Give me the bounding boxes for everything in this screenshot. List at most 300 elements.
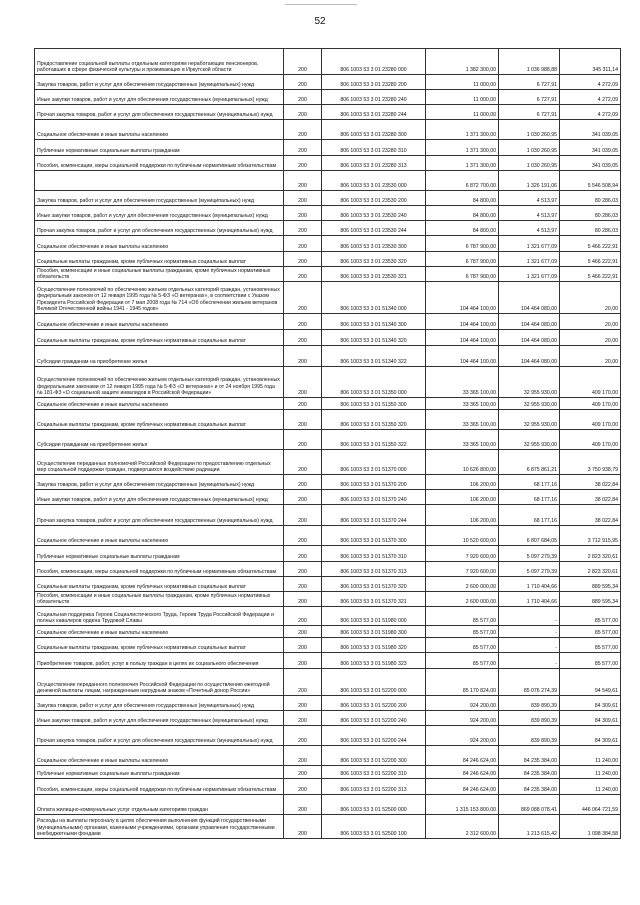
row-executed: - [499,653,560,668]
row-class-code: 806 1003 53 3 01 51980 000 [322,607,426,625]
row-approved: 106 200,00 [426,490,499,504]
row-name: Закупка товаров, работ и услуг для обеспечения государственных (муниципальных) нужд [35,696,284,710]
row-remaining: 4 272,09 [560,90,621,104]
row-name: Осуществление переданного полномочия Российской Федерации по осуществлению ежегодной денежной выплаты лицам, награжденным нагрудным знаком «Почетный донор России» [35,669,284,695]
row-name: Закупка товаров, работ и услуг для обеспечения государственных (муниципальных) нужд [35,191,284,205]
row-class-code: 806 1003 53 3 01 52500 100 [322,815,426,838]
table-row [35,330,621,346]
row-class-code: 806 1003 53 3 01 51980 320 [322,638,426,652]
row-ved-code: 200 [284,562,322,576]
row-approved: 33 365 100,00 [426,398,499,409]
row-executed: 6 875 861,21 [499,450,560,474]
row-ved-code: 200 [284,577,322,591]
row-name: Осуществление полномочий по обеспечению жильем отдельных категорий граждан, установленных федеральным законом от 12 января 1995 года № 5-ФЗ «О ветеранах», в соответствии с Указом Президента Российской Федерации от 7 мая 2008 года № 714 «Об обеспечении жильем ветеранов Великой Отечественной войны 1941 - 1945 годов» [35,282,284,313]
row-executed: 104 464 080,00 [499,282,560,313]
row-ved-code: 200 [284,140,322,155]
row-executed: - [499,638,560,652]
row-ved-code: 200 [284,398,322,409]
row-remaining: 409 170,00 [560,430,621,449]
row-ved-code: 200 [284,120,322,139]
row-approved: 106 200,00 [426,505,499,525]
row-remaining: 84 309,61 [560,726,621,745]
row-executed: 839 890,39 [499,696,560,710]
row-executed: 1 036 988,88 [499,49,560,74]
row-approved: 106 200,00 [426,475,499,489]
row-ved-code: 200 [284,626,322,637]
table-row [35,638,621,653]
row-ved-code: 200 [284,282,322,313]
row-class-code: 806 1003 53 3 01 51370 240 [322,490,426,504]
table-row [35,236,621,252]
row-executed: 1 030 260,95 [499,140,560,155]
row-executed: 104 464 080,00 [499,346,560,366]
row-remaining: 80 286,03 [560,206,621,220]
row-class-code: 806 1003 53 3 01 23280 200 [322,75,426,89]
row-executed: 32 955 930,00 [499,430,560,449]
row-remaining: 341 039,05 [560,120,621,139]
row-class-code: 806 1003 53 3 01 51370 244 [322,505,426,525]
table-row [35,430,621,450]
row-approved: 85 577,00 [426,626,499,637]
row-remaining: 11 240,00 [560,746,621,765]
row-executed: 869 088 078,41 [499,795,560,814]
table-row [35,450,621,475]
row-class-code: 806 1003 53 3 01 23530 320 [322,252,426,266]
row-approved: 7 920 600,00 [426,562,499,576]
table-row [35,505,621,526]
row-ved-code: 200 [284,607,322,625]
row-class-code: 806 1003 53 3 01 52200 200 [322,696,426,710]
row-ved-code: 200 [284,367,322,397]
row-name: Социальная поддержка Героев Социалистического Труда, Героев Труда Российской Федерации и полных кавалеров ордена Трудовой Славы [35,607,284,625]
row-class-code: 806 1003 53 3 01 23280 313 [322,156,426,170]
row-name: Публичные нормативные социальные выплаты гражданам [35,546,284,561]
row-approved: 85 577,00 [426,653,499,668]
table-row [35,346,621,367]
row-class-code: 806 1003 53 3 01 23280 000 [322,49,426,74]
row-class-code: 806 1003 53 3 01 23530 300 [322,236,426,251]
table-row [35,711,621,726]
row-remaining: 84 309,61 [560,696,621,710]
row-approved: 11 000,00 [426,75,499,89]
row-remaining: 889 595,34 [560,577,621,591]
row-ved-code: 200 [284,592,322,606]
top-rule [285,4,357,5]
row-approved: 11 000,00 [426,90,499,104]
row-remaining: 85 577,00 [560,653,621,668]
row-ved-code: 200 [284,815,322,838]
table-row [35,726,621,746]
table-row [35,49,621,75]
table-row [35,526,621,546]
row-class-code: 806 1003 53 3 01 51340 300 [322,314,426,329]
row-class-code: 806 1003 53 3 01 51350 322 [322,430,426,449]
row-name: Иные закупки товаров, работ и услуг для обеспечения государственных (муниципальных) нужд [35,490,284,504]
row-executed: 1 710 404,66 [499,577,560,591]
table-row [35,156,621,171]
row-approved: 33 365 100,00 [426,410,499,429]
row-name: Закупка товаров, работ и услуг для обеспечения государственных (муниципальных) нужд [35,75,284,89]
row-class-code: 806 1003 53 3 01 51370 300 [322,526,426,545]
table-row [35,607,621,626]
row-name: Осуществление переданных полномочий Российской Федерации по предоставлению отдельных мер социальной поддержки граждан, подвергшихся воздействию радиации [35,450,284,474]
row-class-code: 806 1003 53 3 01 23530 244 [322,221,426,235]
table-row [35,90,621,105]
row-remaining: 80 286,03 [560,191,621,205]
row-class-code: 806 1003 53 3 01 23530 321 [322,267,426,281]
row-executed: 1 030 260,95 [499,120,560,139]
row-remaining: 38 022,84 [560,490,621,504]
row-remaining: 5 546 508,94 [560,171,621,190]
table-row [35,562,621,577]
row-executed: 4 513,97 [499,206,560,220]
row-executed: 68 177,16 [499,505,560,525]
row-remaining: 38 022,84 [560,505,621,525]
table-row [35,746,621,766]
row-remaining: 5 466 222,91 [560,267,621,281]
row-executed: 1 213 615,42 [499,815,560,838]
row-executed: 839 890,39 [499,726,560,745]
row-executed: 68 177,16 [499,490,560,504]
row-approved: 84 246 624,00 [426,746,499,765]
table-row [35,398,621,410]
row-approved: 104 464 100,00 [426,282,499,313]
table-row [35,171,621,191]
row-name: Приобретение товаров, работ, услуг в пользу граждан в целях их социального обеспечения [35,653,284,668]
row-executed: 32 955 930,00 [499,410,560,429]
row-name: Социальное обеспечение и иные выплаты населению [35,314,284,329]
row-ved-code: 200 [284,314,322,329]
row-name: Прочая закупка товаров, работ и услуг для обеспечения государственных (муниципальных) нужд [35,505,284,525]
row-name: Иные закупки товаров, работ и услуг для обеспечения государственных (муниципальных) нужд [35,711,284,725]
row-approved: 11 000,00 [426,105,499,119]
row-executed: - [499,607,560,625]
row-name: Иные закупки товаров, работ и услуг для обеспечения государственных (муниципальных) нужд [35,90,284,104]
row-name: Иные закупки товаров, работ и услуг для обеспечения государственных (муниципальных) нужд [35,206,284,220]
row-name: Пособия, компенсации, меры социальной поддержки по публичным нормативным обязательствам [35,562,284,576]
row-approved: 2 600 000,00 [426,577,499,591]
row-class-code: 806 1003 53 3 01 52200 240 [322,711,426,725]
row-executed: 1 321 677,09 [499,252,560,266]
table-row [35,314,621,330]
row-ved-code: 200 [284,795,322,814]
table-row [35,653,621,669]
table-row [35,120,621,140]
row-executed: 4 513,97 [499,221,560,235]
row-remaining: 1 098 384,58 [560,815,621,838]
row-approved: 2 600 000,00 [426,592,499,606]
row-approved: 1 371 300,00 [426,156,499,170]
row-class-code: 806 1003 53 3 01 51350 320 [322,410,426,429]
budget-table [34,48,621,839]
row-executed: 104 464 080,00 [499,314,560,329]
row-remaining: 446 064 721,59 [560,795,621,814]
row-ved-code: 200 [284,410,322,429]
row-class-code: 806 1003 53 3 01 51370 310 [322,546,426,561]
page-number: 52 [314,16,326,27]
row-name: Социальное обеспечение и иные выплаты населению [35,746,284,765]
row-approved: 1 382 300,00 [426,49,499,74]
row-name: Социальные выплаты гражданам, кроме публичных нормативных социальных выплат [35,638,284,652]
row-ved-code: 200 [284,450,322,474]
row-executed: 84 235 384,00 [499,746,560,765]
row-name: Публичные нормативные социальные выплаты гражданам [35,766,284,778]
row-ved-code: 200 [284,546,322,561]
row-ved-code: 200 [284,526,322,545]
row-remaining: 341 039,05 [560,140,621,155]
row-executed: 839 890,39 [499,711,560,725]
table-row [35,577,621,592]
row-ved-code: 200 [284,252,322,266]
row-ved-code: 200 [284,236,322,251]
row-executed: 6 727,91 [499,75,560,89]
row-name: Социальное обеспечение и иные выплаты населению [35,398,284,409]
row-class-code: 806 1003 53 3 01 23280 300 [322,120,426,139]
table-row [35,592,621,607]
row-approved: 85 577,00 [426,607,499,625]
row-remaining: 3 750 938,79 [560,450,621,474]
row-approved: 84 800,00 [426,206,499,220]
row-class-code: 806 1003 53 3 01 51370 320 [322,577,426,591]
row-approved: 85 170 824,00 [426,669,499,695]
row-remaining: 2 823 320,61 [560,546,621,561]
table-row [35,206,621,221]
row-class-code: 806 1003 53 3 01 51370 313 [322,562,426,576]
row-executed: 6 727,91 [499,90,560,104]
table-row [35,815,621,839]
row-ved-code: 200 [284,696,322,710]
row-approved: 33 365 100,00 [426,367,499,397]
row-ved-code: 200 [284,746,322,765]
row-class-code: 806 1003 53 3 01 52200 244 [322,726,426,745]
row-remaining: 20,00 [560,314,621,329]
row-approved: 10 626 800,00 [426,450,499,474]
row-executed: 1 030 260,95 [499,156,560,170]
row-class-code: 806 1003 53 3 01 51980 323 [322,653,426,668]
row-remaining: 20,00 [560,330,621,345]
row-remaining: 345 311,14 [560,49,621,74]
table-row [35,267,621,282]
row-approved: 84 246 624,00 [426,779,499,794]
row-name: Предоставление социальной выплаты отдельным категориям неработающих пенсионеров, работавших в сфере физической культуры и проживающих в Иркутской области [35,49,284,74]
row-approved: 1 315 153 800,00 [426,795,499,814]
row-ved-code: 200 [284,430,322,449]
row-ved-code: 200 [284,156,322,170]
row-remaining: 3 712 915,95 [560,526,621,545]
row-ved-code: 200 [284,330,322,345]
row-name: Социальные выплаты гражданам, кроме публичных нормативных социальных выплат [35,410,284,429]
row-approved: 1 371 300,00 [426,120,499,139]
row-ved-code: 200 [284,779,322,794]
row-ved-code: 200 [284,105,322,119]
row-executed: 32 955 930,00 [499,367,560,397]
row-executed: 1 321 677,09 [499,236,560,251]
row-executed: 5 097 279,39 [499,546,560,561]
row-class-code: 806 1003 53 3 01 51370 200 [322,475,426,489]
row-name: Закупка товаров, работ и услуг для обеспечения государственных (муниципальных) нужд [35,475,284,489]
row-executed: 4 513,97 [499,191,560,205]
row-approved: 6 787 900,00 [426,252,499,266]
row-approved: 2 312 600,00 [426,815,499,838]
table-row [35,696,621,711]
row-class-code: 806 1003 53 3 01 52200 310 [322,766,426,778]
row-remaining: 85 577,00 [560,638,621,652]
row-name: Социальные выплаты гражданам, кроме публичных нормативных социальных выплат [35,577,284,591]
table-row [35,191,621,206]
row-ved-code: 200 [284,490,322,504]
row-name: Социальное обеспечение и иные выплаты населению [35,626,284,637]
row-class-code: 806 1003 53 3 01 52500 000 [322,795,426,814]
row-ved-code: 200 [284,638,322,652]
row-remaining: 20,00 [560,346,621,366]
row-class-code: 806 1003 53 3 01 51370 000 [322,450,426,474]
row-name: Пособия, компенсации, меры социальной поддержки по публичным нормативным обязательствам [35,779,284,794]
table-row [35,75,621,90]
row-approved: 85 577,00 [426,638,499,652]
row-remaining: 409 170,00 [560,410,621,429]
row-executed: 84 235 384,00 [499,766,560,778]
row-approved: 924 200,00 [426,726,499,745]
table-row [35,140,621,156]
row-remaining: 85 577,00 [560,626,621,637]
table-row [35,779,621,795]
row-executed: 104 464 080,00 [499,330,560,345]
table-row [35,410,621,430]
row-name: Социальное обеспечение и иные выплаты населению [35,236,284,251]
row-name: Расходы на выплаты персоналу в целях обеспечения выполнения функций государственными (муниципальными) органами, казенными учреждениями, органами управления государственными внебюджетными фондами [35,815,284,838]
row-executed: 85 076 274,39 [499,669,560,695]
row-ved-code: 200 [284,206,322,220]
row-name: Публичные нормативные социальные выплаты гражданам [35,140,284,155]
row-class-code: 806 1003 53 3 01 51350 300 [322,398,426,409]
row-class-code: 806 1003 53 3 01 51980 300 [322,626,426,637]
row-approved: 104 464 100,00 [426,346,499,366]
table-row [35,626,621,638]
row-executed: 6 727,91 [499,105,560,119]
row-approved: 33 365 100,00 [426,430,499,449]
row-name: Оплата жилищно-коммунальных услуг отдельным категориям граждан [35,795,284,814]
row-class-code: 806 1003 53 3 01 23280 240 [322,90,426,104]
row-name: Прочая закупка товаров, работ и услуг для обеспечения государственных (муниципальных) нужд [35,726,284,745]
row-name: Субсидии гражданам на приобретение жилья [35,346,284,366]
row-name: Прочая закупка товаров, работ и услуг для обеспечения государственных (муниципальных) нужд [35,221,284,235]
row-remaining: 4 272,09 [560,105,621,119]
row-remaining: 94 549,61 [560,669,621,695]
row-remaining: 20,00 [560,282,621,313]
row-ved-code: 200 [284,75,322,89]
row-executed: 5 097 279,39 [499,562,560,576]
table-row [35,490,621,505]
row-remaining: 409 170,00 [560,367,621,397]
row-approved: 1 371 300,00 [426,140,499,155]
table-row [35,221,621,236]
row-approved: 104 464 100,00 [426,314,499,329]
row-approved: 84 246 624,00 [426,766,499,778]
row-name [35,171,284,190]
row-remaining: 84 309,61 [560,711,621,725]
row-remaining: 38 022,84 [560,475,621,489]
row-name: Прочая закупка товаров, работ и услуг для обеспечения государственных (муниципальных) нужд [35,105,284,119]
table-row [35,367,621,398]
table-row [35,669,621,696]
row-ved-code: 200 [284,90,322,104]
row-name: Социальное обеспечение и иные выплаты населению [35,120,284,139]
row-class-code: 806 1003 53 3 01 51340 322 [322,346,426,366]
row-remaining: 409 170,00 [560,398,621,409]
row-ved-code: 200 [284,711,322,725]
row-class-code: 806 1003 53 3 01 51370 321 [322,592,426,606]
row-approved: 924 200,00 [426,696,499,710]
row-name: Социальные выплаты гражданам, кроме публичных нормативных социальных выплат [35,252,284,266]
row-class-code: 806 1003 53 3 01 23530 200 [322,191,426,205]
row-executed: 32 955 930,00 [499,398,560,409]
table-row [35,282,621,314]
row-ved-code: 200 [284,171,322,190]
row-class-code: 806 1003 53 3 01 23530 240 [322,206,426,220]
row-approved: 10 520 600,00 [426,526,499,545]
row-remaining: 80 286,03 [560,221,621,235]
row-class-code: 806 1003 53 3 01 23530 000 [322,171,426,190]
table-row [35,252,621,267]
row-ved-code: 200 [284,49,322,74]
row-remaining: 889 595,34 [560,592,621,606]
row-approved: 7 920 600,00 [426,546,499,561]
row-approved: 924 200,00 [426,711,499,725]
row-remaining: 11 240,00 [560,766,621,778]
row-approved: 6 872 700,00 [426,171,499,190]
row-executed: - [499,626,560,637]
table-row [35,766,621,779]
table-row [35,105,621,120]
row-ved-code: 200 [284,475,322,489]
row-executed: 84 235 384,00 [499,779,560,794]
row-ved-code: 200 [284,221,322,235]
row-ved-code: 200 [284,653,322,668]
row-name: Пособия, компенсации, меры социальной поддержки по публичным нормативным обязательствам [35,156,284,170]
row-remaining: 4 272,09 [560,75,621,89]
row-name: Пособия, компенсации и иные социальные выплаты гражданам, кроме публичных нормативных обязательств [35,267,284,281]
row-ved-code: 200 [284,766,322,778]
row-remaining: 2 823 320,61 [560,562,621,576]
table-row [35,795,621,815]
row-executed: 6 807 684,05 [499,526,560,545]
row-class-code: 806 1003 53 3 01 23280 244 [322,105,426,119]
row-name: Пособия, компенсации и иные социальные выплаты гражданам, кроме публичных нормативных обязательств [35,592,284,606]
row-ved-code: 200 [284,726,322,745]
row-ved-code: 200 [284,267,322,281]
row-remaining: 11 240,00 [560,779,621,794]
row-executed: 68 177,16 [499,475,560,489]
row-ved-code: 200 [284,669,322,695]
table-row [35,546,621,562]
row-executed: 1 321 677,09 [499,267,560,281]
row-approved: 6 787 900,00 [426,267,499,281]
row-class-code: 806 1003 53 3 01 51340 000 [322,282,426,313]
row-remaining: 85 577,00 [560,607,621,625]
row-ved-code: 200 [284,346,322,366]
row-approved: 84 800,00 [426,221,499,235]
row-class-code: 806 1003 53 3 01 51340 320 [322,330,426,345]
row-approved: 6 787 900,00 [426,236,499,251]
row-name: Социальное обеспечение и иные выплаты населению [35,526,284,545]
row-remaining: 5 466 222,91 [560,252,621,266]
row-name: Социальные выплаты гражданам, кроме публичных нормативных социальных выплат [35,330,284,345]
row-approved: 104 464 100,00 [426,330,499,345]
row-remaining: 341 039,05 [560,156,621,170]
row-ved-code: 200 [284,505,322,525]
row-class-code: 806 1003 53 3 01 52200 313 [322,779,426,794]
row-remaining: 5 466 222,91 [560,236,621,251]
